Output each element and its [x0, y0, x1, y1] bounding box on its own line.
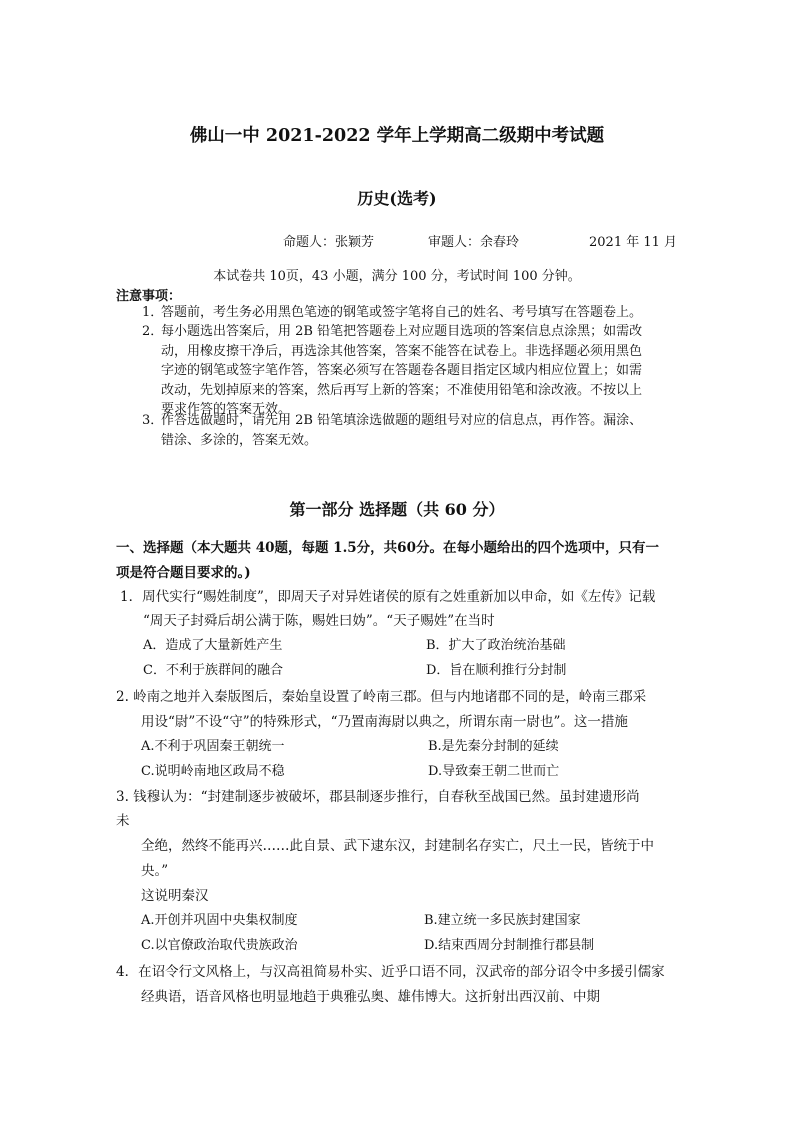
note-item-2	[142, 322, 682, 420]
question-4-line: 4．在诏令行文风格上，与汉高祖简易朴实、近乎口语不同，汉武帝的部分诏令中多援引儒家	[116, 964, 665, 980]
exam-reviewer: 审题人：余春玲	[428, 235, 520, 250]
note-line: 字迹的钢笔或签字笔作答，答案必须写在答题卷各题目指定区域内相应位置上；如需	[161, 363, 643, 378]
note-line: 答题前，考生务必用黑色笔迹的钢笔或签字笔将自己的姓名、考号填写在答题卷上。	[161, 305, 643, 320]
question-3-line: 3. 钱穆认为：“封建制逐步被破坏，郡县制逐步推行，自春秋至战国已然。虽封建遗形尚	[116, 789, 640, 805]
section-heading-line: 项是符合题目要求的。)	[116, 565, 251, 581]
question-1-line: 1．周代实行“赐姓制度”，即周天子对异姓诸侯的原有之姓重新加以申命，如《左传》记载	[120, 589, 656, 605]
question-1-option-d: D．旨在顺利推行分封制	[426, 663, 567, 678]
question-1-option-c: C．不利于族群间的融合	[143, 663, 283, 678]
part-heading: 第一部分 选择题（共 60 分）	[289, 500, 505, 519]
exam-setter: 命题人：张颖芳	[283, 235, 375, 250]
note-line: 错涂、多涂的，答案无效。	[161, 432, 318, 448]
note-number: 3．	[142, 413, 164, 428]
exam-title: 佛山一中 2021-2022 学年上学期高二级期中考试题	[189, 126, 605, 146]
note-line: 作答选做题时，请先用 2B 铅笔填涂选做题的题组号对应的信息点，再作答。漏涂、	[161, 413, 643, 428]
question-1-option-a: A．造成了大量新姓产生	[143, 638, 283, 653]
note-line: 每小题选出答案后，用 2B 铅笔把答题卷上对应题目选项的答案信息点涂黑；如需改	[161, 324, 643, 339]
note-number: 1．	[142, 305, 164, 320]
question-3-option-d: D.结束西周分封制推行郡县制	[424, 938, 595, 953]
question-2-option-d: D.导致秦王朝二世而亡	[428, 764, 560, 779]
question-1-line: “周天子封舜后胡公满于陈，赐姓曰妫”。“天子赐姓”在当时	[143, 613, 495, 629]
question-2-option-b: B.是先秦分封制的延续	[428, 739, 559, 754]
exam-date: 2021 年 11 月	[589, 235, 678, 250]
question-2-line: 2. 岭南之地并入秦版图后，秦始皇设置了岭南三郡。但与内地诸郡不同的是，岭南三郡采	[116, 689, 647, 705]
question-2-line: 用设“尉”不设“守”的特殊形式，“乃置南海尉以典之，所谓东南一尉也”。这一措施	[141, 714, 628, 730]
question-3-line: 央。”	[141, 863, 169, 879]
question-2-option-c: C.说明岭南地区政局不稳	[141, 764, 285, 779]
question-3-option-a: A.开创并巩固中央集权制度	[141, 913, 298, 928]
note-line: 改动，先划掉原来的答案，然后再写上新的答案；不准使用铅笔和涂改液。不按以上	[161, 382, 643, 398]
question-3-line: 未	[116, 813, 130, 829]
question-3-option-b: B.建立统一多民族封建国家	[424, 913, 581, 928]
question-2-option-a: A.不利于巩固秦王朝统一	[141, 739, 285, 754]
question-3-line: 这说明秦汉	[141, 888, 209, 904]
note-line: 要求作答的答案无效。	[161, 402, 292, 417]
exam-info: 本试卷共 10页，43 小题，满分 100 分，考试时间 100 分钟。	[213, 269, 581, 284]
question-1-option-b: B．扩大了政治统治基础	[426, 638, 566, 653]
notes-heading: 注意事项：	[116, 289, 182, 304]
note-item-1	[142, 303, 682, 323]
question-4-line: 经典语，语音风格也明显地趋于典雅弘奥、雄伟博大。这折射出西汉前、中期	[141, 989, 600, 1005]
note-item-3	[142, 411, 682, 450]
exam-subject: 历史(选考)	[357, 189, 437, 208]
note-line: 动，用橡皮擦干净后，再选涂其他答案，答案不能答在试卷上。非选择题必须用黑色	[161, 343, 643, 359]
note-number: 2．	[142, 324, 164, 339]
question-3-option-c: C.以官僚政治取代贵族政治	[141, 938, 298, 953]
section-heading-line: 一、选择题（本大题共 40题，每题 1.5分，共60分。在每小题给出的四个选项中，只有一	[116, 540, 659, 556]
question-3-line: 全绝，然终不能再兴……此自景、武下逮东汉，封建制名存实亡，尺土一民，皆统于中	[141, 838, 654, 854]
